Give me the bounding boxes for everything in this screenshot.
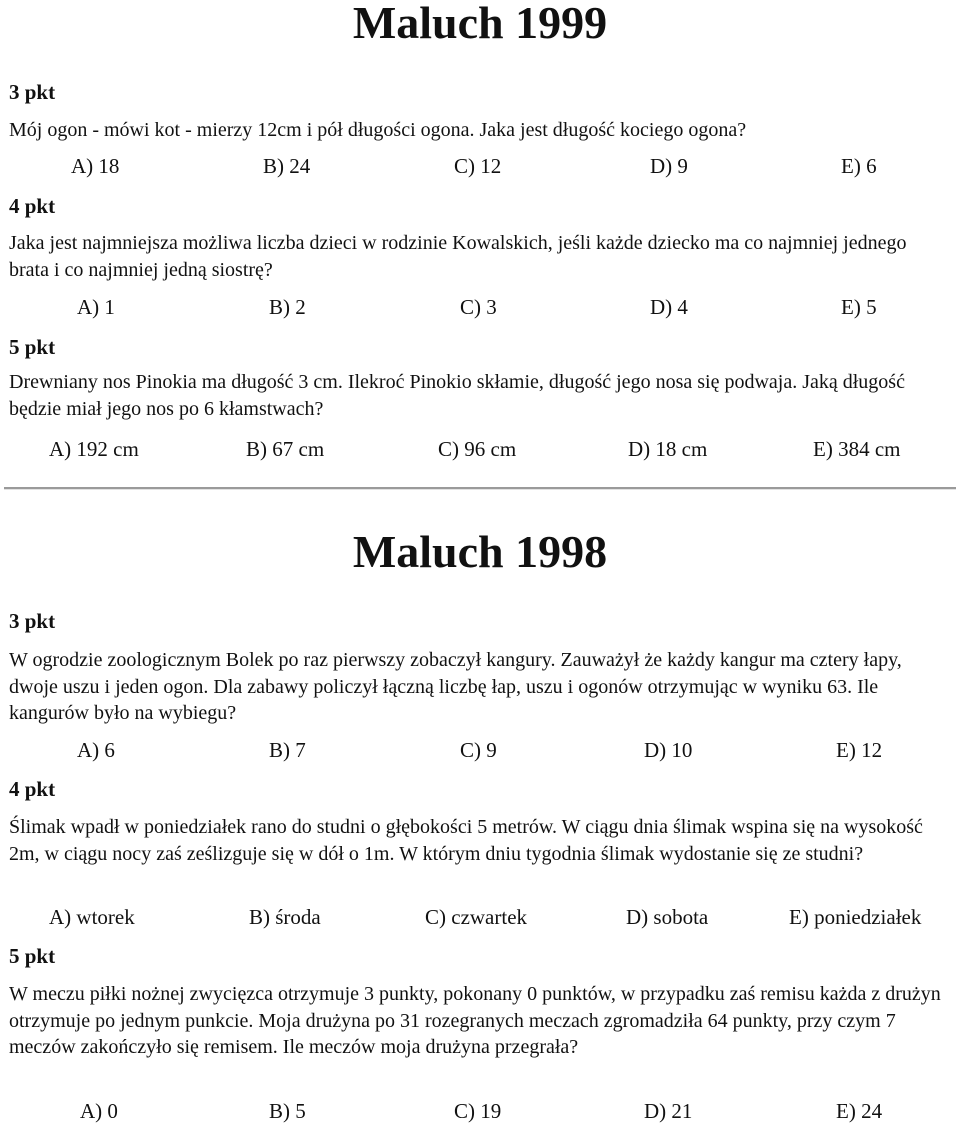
points-label: 5 pkt	[9, 335, 56, 359]
answer-option-d: D) 18 cm	[628, 437, 708, 461]
answer-option-d: D) sobota	[626, 905, 709, 929]
points-label: 3 pkt	[9, 80, 56, 104]
answer-option-c: C) 96 cm	[438, 437, 517, 461]
answer-option-c: C) 12	[454, 154, 502, 178]
answer-option-b: B) 24	[263, 154, 311, 178]
section-divider	[4, 487, 956, 490]
points-label: 4 pkt	[9, 194, 56, 218]
question-text: Ślimak wpadł w poniedziałek rano do studni o głębokości 5 metrów. W ciągu dnia ślimak wspina się na wysokość 2m, w ciągu nocy zaś ześlizguje się w dół o 1m. W którym dniu tygodnia ślimak wydostanie się ze studni?	[9, 816, 923, 865]
answer-option-d: D) 9	[650, 154, 688, 178]
answer-option-a: A) 192 cm	[49, 437, 139, 461]
question-text: Mój ogon - mówi kot - mierzy 12cm i pół długości ogona. Jaka jest długość kociego ogona?	[9, 119, 747, 141]
answer-option-a: A) 6	[77, 738, 115, 762]
answer-option-b: B) środa	[249, 905, 321, 929]
answer-option-c: C) 3	[460, 295, 497, 319]
question-text: Jaka jest najmniejsza możliwa liczba dzieci w rodzinie Kowalskich, jeśli każde dziecko ma co najmniej jednego brata i co najmniej jedną siostrę?	[9, 232, 907, 281]
points-label: 4 pkt	[9, 777, 56, 801]
answer-option-b: B) 2	[269, 295, 306, 319]
answer-option-a: A) 18	[71, 154, 120, 178]
answer-option-b: B) 67 cm	[246, 437, 325, 461]
answer-option-c: C) 19	[454, 1099, 502, 1123]
question-text: W ogrodzie zoologicznym Bolek po raz pierwszy zobaczył kangury. Zauważył że każdy kangur ma cztery łapy, dwoje uszu i jeden ogon. Dla zabawy policzył łączną liczbę łap, uszu i ogonów otrzymując w wyniku 63. Ile kangurów było na wybiegu?	[9, 649, 902, 724]
answer-option-e: E) 384 cm	[813, 437, 901, 461]
question-text: W meczu piłki nożnej zwycięzca otrzymuje 3 punkty, pokonany 0 punktów, w przypadku zaś remisu każda z drużyn otrzymuje po jednym punkcie. Moja drużyna po 31 rozegranych meczach zgromadziła 64 punkty, przy czym 7 meczów zakończyło się remisem. Ile meczów moja drużyna przegrała?	[9, 983, 941, 1058]
question-text: Drewniany nos Pinokia ma długość 3 cm. Ilekroć Pinokio skłamie, długość jego nosa się podwaja. Jaką długość będzie miał jego nos po 6 kłamstwach?	[9, 371, 905, 420]
points-label: 3 pkt	[9, 609, 56, 633]
answer-option-e: E) 6	[841, 154, 877, 178]
answer-option-b: B) 7	[269, 738, 306, 762]
answer-option-b: B) 5	[269, 1099, 306, 1123]
answer-option-e: E) 24	[836, 1099, 883, 1123]
answer-option-a: A) 0	[80, 1099, 118, 1123]
answer-option-e: E) poniedziałek	[789, 905, 922, 929]
answer-option-c: C) czwartek	[425, 905, 528, 929]
points-label: 5 pkt	[9, 944, 56, 968]
answer-option-d: D) 10	[644, 738, 693, 762]
answer-option-e: E) 5	[841, 295, 877, 319]
answer-option-a: A) wtorek	[49, 905, 135, 929]
answer-option-d: D) 4	[650, 295, 688, 319]
answer-option-c: C) 9	[460, 738, 497, 762]
answer-option-d: D) 21	[644, 1099, 693, 1123]
section-title-1999: Maluch 1999	[352, 0, 608, 48]
answer-option-e: E) 12	[836, 738, 883, 762]
section-title-1998: Maluch 1998	[352, 526, 608, 577]
answer-option-a: A) 1	[77, 295, 115, 319]
